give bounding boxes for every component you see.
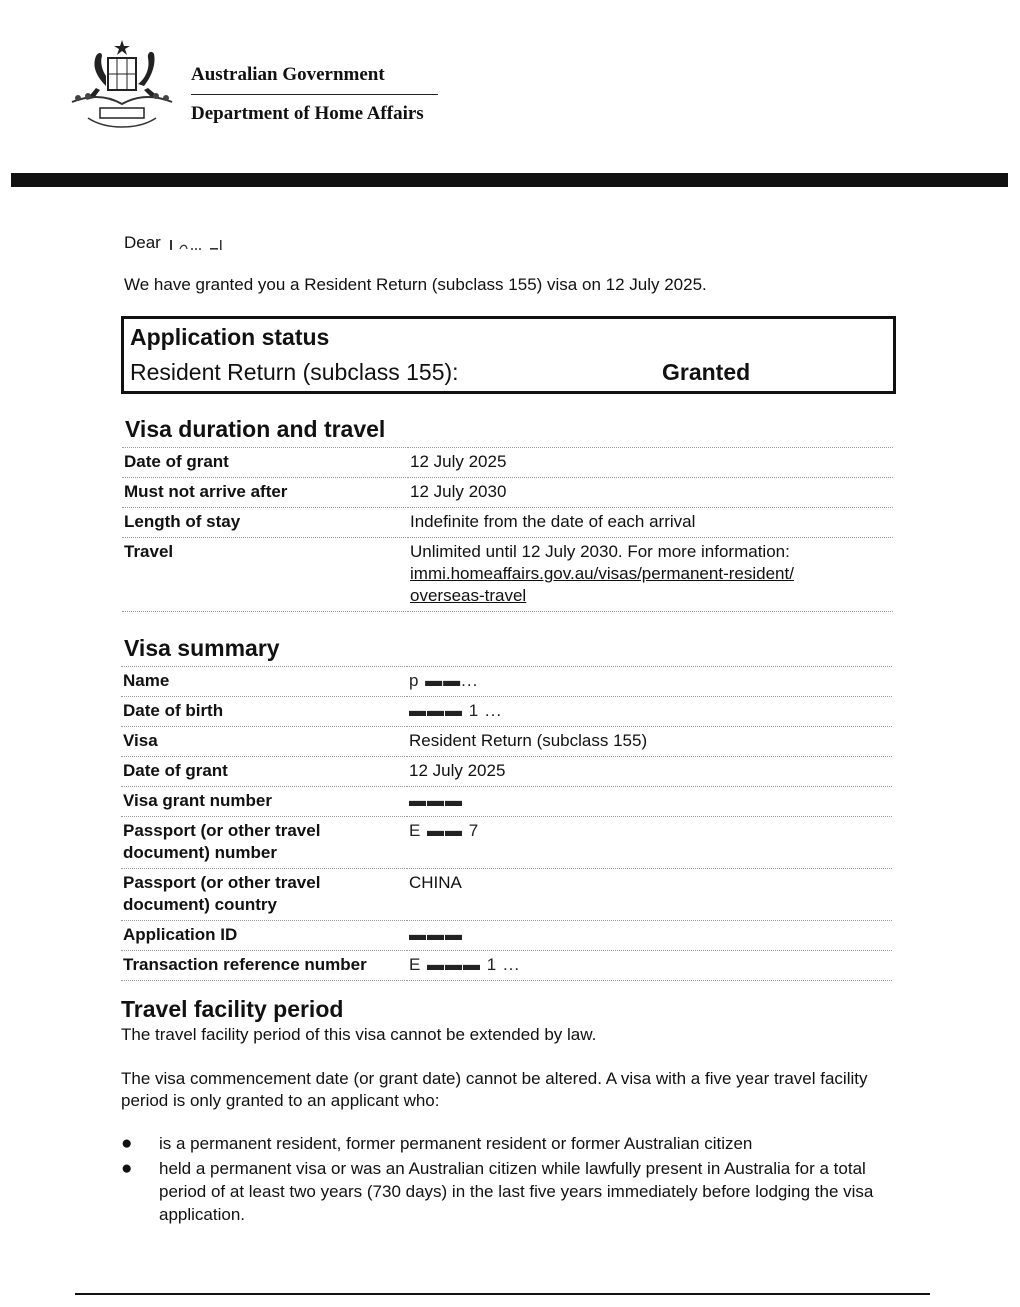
bullet-icon: ● (121, 1158, 133, 1179)
table-row (121, 869, 892, 921)
travel-facility-heading: Travel facility period (121, 996, 344, 1022)
list-item (121, 1132, 901, 1155)
header-divider (191, 94, 438, 95)
row-label: Date of grant (122, 448, 408, 478)
footer-rule (75, 1293, 930, 1295)
travel-info-link[interactable]: immi.homeaffairs.gov.au/visas/permanent-resident/ overseas-travel (410, 564, 794, 605)
application-status-box (121, 316, 896, 394)
row-value: 12 July 2030 (408, 478, 893, 508)
greeting (124, 232, 284, 254)
list-item (121, 1157, 901, 1226)
header-bar (11, 173, 1008, 187)
table-row (121, 757, 892, 787)
intro-text: We have granted you a Resident Return (subclass 155) visa on 12 July 2025. (124, 275, 707, 294)
list-item-text: is a permanent resident, former permanent resident or former Australian citizen (159, 1134, 753, 1153)
table-row (121, 697, 892, 727)
row-value-redacted: ▬▬▬ 1 ... (407, 697, 892, 727)
department-name: Department of Home Affairs (191, 103, 424, 124)
status-value: Granted (662, 359, 751, 385)
row-value-redacted: p ▬▬... (407, 667, 892, 697)
row-label: Application ID (121, 921, 407, 951)
government-name: Australian Government (191, 64, 385, 85)
table-row (121, 727, 892, 757)
row-value-redacted: ▬▬▬ (407, 787, 892, 817)
travel-text: Unlimited until 12 July 2030. For more information: (410, 542, 790, 561)
bullet-icon: ● (121, 1133, 133, 1154)
row-value-redacted: E ▬▬▬ 1 ... (407, 951, 892, 981)
table-row (122, 478, 893, 508)
status-title: Application status (130, 324, 330, 350)
eligibility-list (121, 1132, 901, 1228)
row-value: Resident Return (subclass 155) (407, 727, 892, 757)
table-row (121, 817, 892, 869)
visa-summary-table (121, 666, 892, 981)
table-row (122, 448, 893, 478)
row-label: Visa grant number (121, 787, 407, 817)
row-label: Name (121, 667, 407, 697)
row-label: Date of birth (121, 697, 407, 727)
row-value-redacted: ▬▬▬ (407, 921, 892, 951)
table-row (121, 951, 892, 981)
row-label: Passport (or other travel document) number (121, 817, 407, 869)
row-value-redacted: E ▬▬ 7 (407, 817, 892, 869)
visa-duration-table (122, 447, 893, 612)
redacted-name (166, 237, 284, 251)
row-label: Transaction reference number (121, 951, 407, 981)
visa-summary-heading: Visa summary (124, 635, 280, 661)
row-value: CHINA (407, 869, 892, 921)
status-label: Resident Return (subclass 155): (130, 359, 459, 385)
row-value: 12 July 2025 (408, 448, 893, 478)
row-label: Must not arrive after (122, 478, 408, 508)
travel-facility-paragraph: The visa commencement date (or grant date) cannot be altered. A visa with a five year travel facility period is only granted to an applicant who: (121, 1069, 868, 1110)
greeting-word: Dear (124, 233, 161, 252)
table-row (122, 508, 893, 538)
row-label: Travel (122, 538, 408, 612)
travel-facility-paragraph: The travel facility period of this visa cannot be extended by law. (121, 1025, 597, 1044)
row-value (408, 538, 893, 612)
table-row (122, 538, 893, 612)
row-value: 12 July 2025 (407, 757, 892, 787)
coat-of-arms-icon (66, 38, 178, 132)
row-value: Indefinite from the date of each arrival (408, 508, 893, 538)
table-row (121, 787, 892, 817)
table-row (121, 921, 892, 951)
row-label: Date of grant (121, 757, 407, 787)
row-label: Passport (or other travel document) country (121, 869, 407, 921)
list-item-text: held a permanent visa or was an Australian citizen while lawfully present in Australia for a total period of at least two years (730 days) in the last five years immediately before lodging the visa application. (159, 1159, 874, 1224)
visa-duration-heading: Visa duration and travel (125, 416, 386, 442)
row-label: Visa (121, 727, 407, 757)
table-row (121, 667, 892, 697)
row-label: Length of stay (122, 508, 408, 538)
